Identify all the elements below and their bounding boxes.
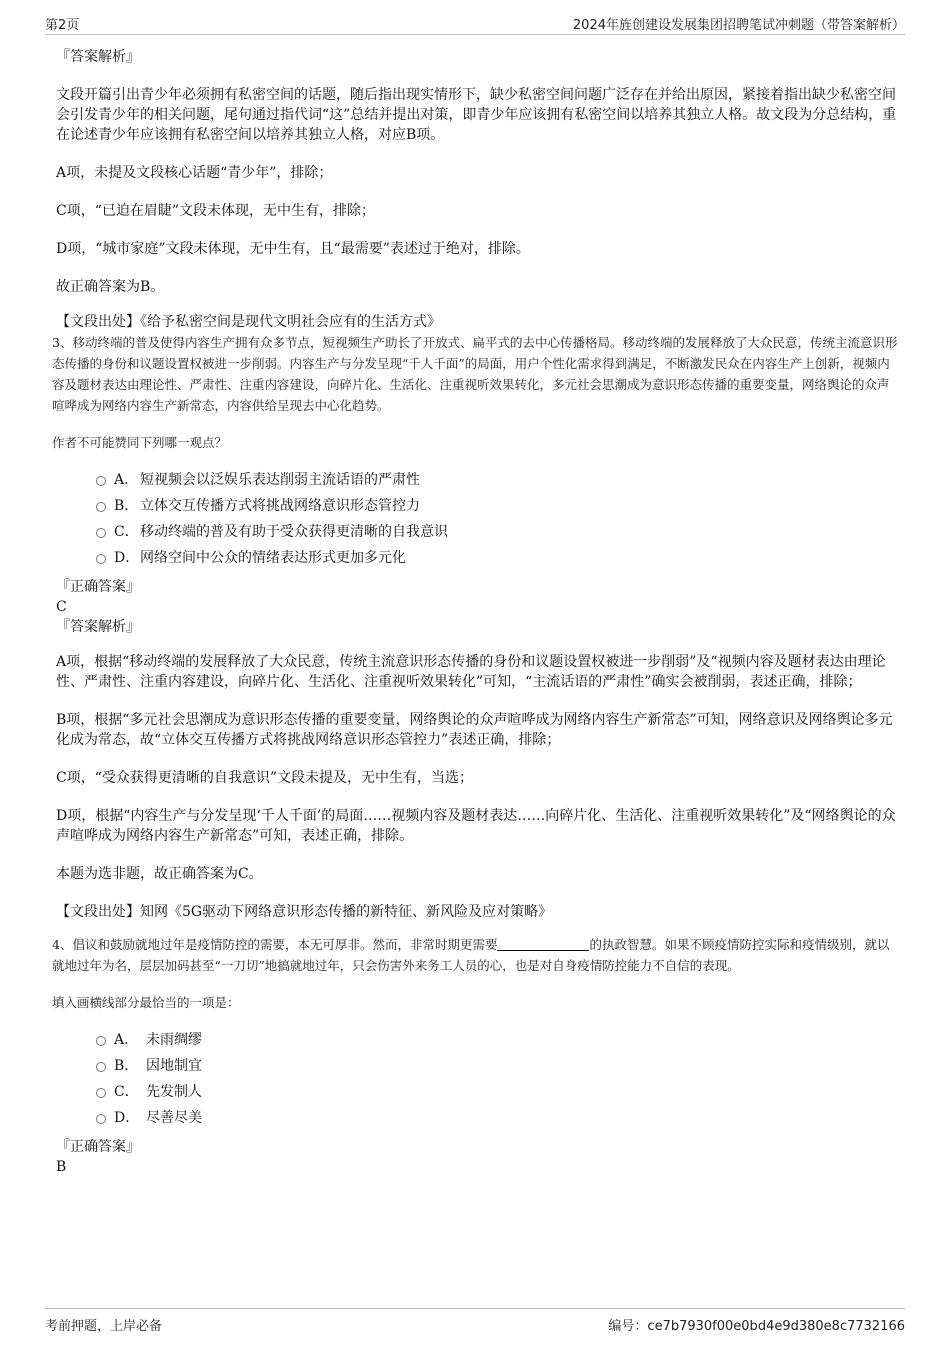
- footer-slogan: 考前押题，上岸必备: [45, 1319, 163, 1334]
- document-code: 编号：ce7b7930f00e0bd4e9d380e8c7732166: [608, 1319, 905, 1334]
- q3-option-a[interactable]: A． 短视频会以泛娱乐表达削弱主流话语的严肃性: [56, 467, 901, 493]
- q4-option-b[interactable]: B． 因地制宜: [56, 1053, 901, 1079]
- q2-analysis-para: 文段开篇引出青少年必须拥有私密空间的话题，随后指出现实情形下，缺少私密空间问题广泛存在并给出原因，紧接着指出缺少私密空间会引发青少年的相关问题，尾句通过指代词“这”总结并提出对策，即青少年应该拥有私密空间以培养其独立人格。故文段为分总结构，重在论述青少年应该拥有私密空间以培养其独立人格，对应B项。: [56, 87, 897, 143]
- q3-option-c[interactable]: C．移动终端的普及有助于受众获得更清晰的自我意识: [56, 519, 901, 545]
- q3-source: 【文段出处】知网《5G驱动下网络意识形态传播的新特征、新风险及应对策略》: [56, 904, 553, 920]
- page-header: [45, 12, 905, 35]
- q3-analysis-tag: 『答案解析』: [56, 619, 140, 635]
- q2-analysis-option-d: D项，“城市家庭”文段未体现，无中生有，且“最需要”表述过于绝对，排除。: [56, 241, 530, 257]
- q3-options: [56, 467, 901, 571]
- radio-icon[interactable]: [96, 1088, 106, 1098]
- q4-stem: 4、倡议和鼓励就地过年是疫情防控的需要，本无可厚非。然而，非常时期更需要 的执政智慧。如果不顾疫情防控实际和疫情级别，就以就地过年为名，层层加码甚至“一刀切”地搞就地过年，只会伤害外来务工人员的心，也是对自身疫情防控能力不自信的表现。: [52, 937, 890, 973]
- q3-conclusion: 本题为选非题，故正确答案为C。: [56, 866, 263, 882]
- page-number: 第2页: [45, 18, 80, 33]
- q3-analysis-option-a: A项，根据“移动终端的发展释放了大众民意，传统主流意识形态传播的身份和议题设置权被进一步削弱”及“视频内容及题材表达由理论性、严肃性、注重内容建设，向碎片化、生活化、注重视听效果转化”可知，“主流话语的严肃性”确实会被削弱，表述正确，排除；: [56, 654, 886, 690]
- q4-answer: B: [56, 1159, 67, 1175]
- q3-answer-tag: 『正确答案』: [56, 579, 140, 595]
- q2-analysis-tag: 『答案解析』: [56, 49, 140, 65]
- q4-option-d[interactable]: D． 尽善尽美: [56, 1105, 901, 1131]
- q3-answer: C: [56, 599, 67, 615]
- document-title: 2024年旌创建设发展集团招聘笔试冲刺题（带答案解析）: [572, 18, 905, 33]
- q4-option-c[interactable]: C． 先发制人: [56, 1079, 901, 1105]
- q3-option-d[interactable]: D．网络空间中公众的情绪表达形式更加多元化: [56, 545, 901, 571]
- q3-analysis-option-d: D项，根据“内容生产与分发呈现‘千人千面’的局面……视频内容及题材表达……向碎片化、生活化、注重视听效果转化”及“网络舆论的众声喧哗成为网络内容生产新常态”可知，表述正确，排除。: [56, 808, 896, 844]
- radio-icon[interactable]: [96, 1114, 106, 1124]
- document-body: [52, 44, 901, 1177]
- q4-options: [56, 1027, 901, 1131]
- q4-option-a[interactable]: A． 未雨绸缪: [56, 1027, 901, 1053]
- q4-answer-tag: 『正确答案』: [56, 1139, 140, 1155]
- radio-icon[interactable]: [96, 554, 106, 564]
- q3-question: 作者不可能赞同下列哪一观点？: [52, 435, 228, 450]
- q3-analysis-option-b: B项，根据“多元社会思潮成为意识形态传播的重要变量，网络舆论的众声喧哗成为网络内容生产新常态”可知，网络意识及网络舆论多元化成为常态，故“立体交互传播方式将挑战网络意识形态管控力”表述正确，排除；: [56, 712, 893, 748]
- q3-stem: 3、移动终端的普及使得内容生产拥有众多节点，短视频生产助长了开放式、扁平式的去中心传播格局。移动终端的发展释放了大众民意，传统主流意识形态传播的身份和议题设置权被进一步削弱。内容生产与分发呈现“千人千面”的局面，用户个性化需求得到满足，不断激发民众在内容生产上创新，视频内容及题材表达由理论性、严肃性、注重内容建设，向碎片化、生活化、注重视听效果转化，多元社会思潮成为意识形态传播的重要变量，网络舆论的众声喧哗成为网络内容生产新常态，内容供给呈现去中心化趋势。: [52, 335, 898, 413]
- q2-source: 【文段出处】《给予私密空间是现代文明社会应有的生活方式》: [56, 314, 441, 330]
- radio-icon[interactable]: [96, 528, 106, 538]
- q2-conclusion: 故正确答案为B。: [56, 279, 165, 295]
- radio-icon[interactable]: [96, 1062, 106, 1072]
- radio-icon[interactable]: [96, 1036, 106, 1046]
- q2-analysis-option-a: A项，未提及文段核心话题“青少年”，排除；: [56, 165, 333, 181]
- radio-icon[interactable]: [96, 502, 106, 512]
- q3-option-b[interactable]: B． 立体交互传播方式将挑战网络意识形态管控力: [56, 493, 901, 519]
- q4-question: 填入画横线部分最恰当的一项是：: [52, 995, 240, 1010]
- q2-analysis-option-c: C项，“已迫在眉睫”文段未体现，无中生有，排除；: [56, 203, 376, 219]
- q3-analysis-option-c: C项，“受众获得更清晰的自我意识”文段未提及，无中生有，当选；: [56, 770, 474, 786]
- fill-blank: [497, 936, 589, 951]
- radio-icon[interactable]: [96, 476, 106, 486]
- page-footer: [45, 1308, 905, 1339]
